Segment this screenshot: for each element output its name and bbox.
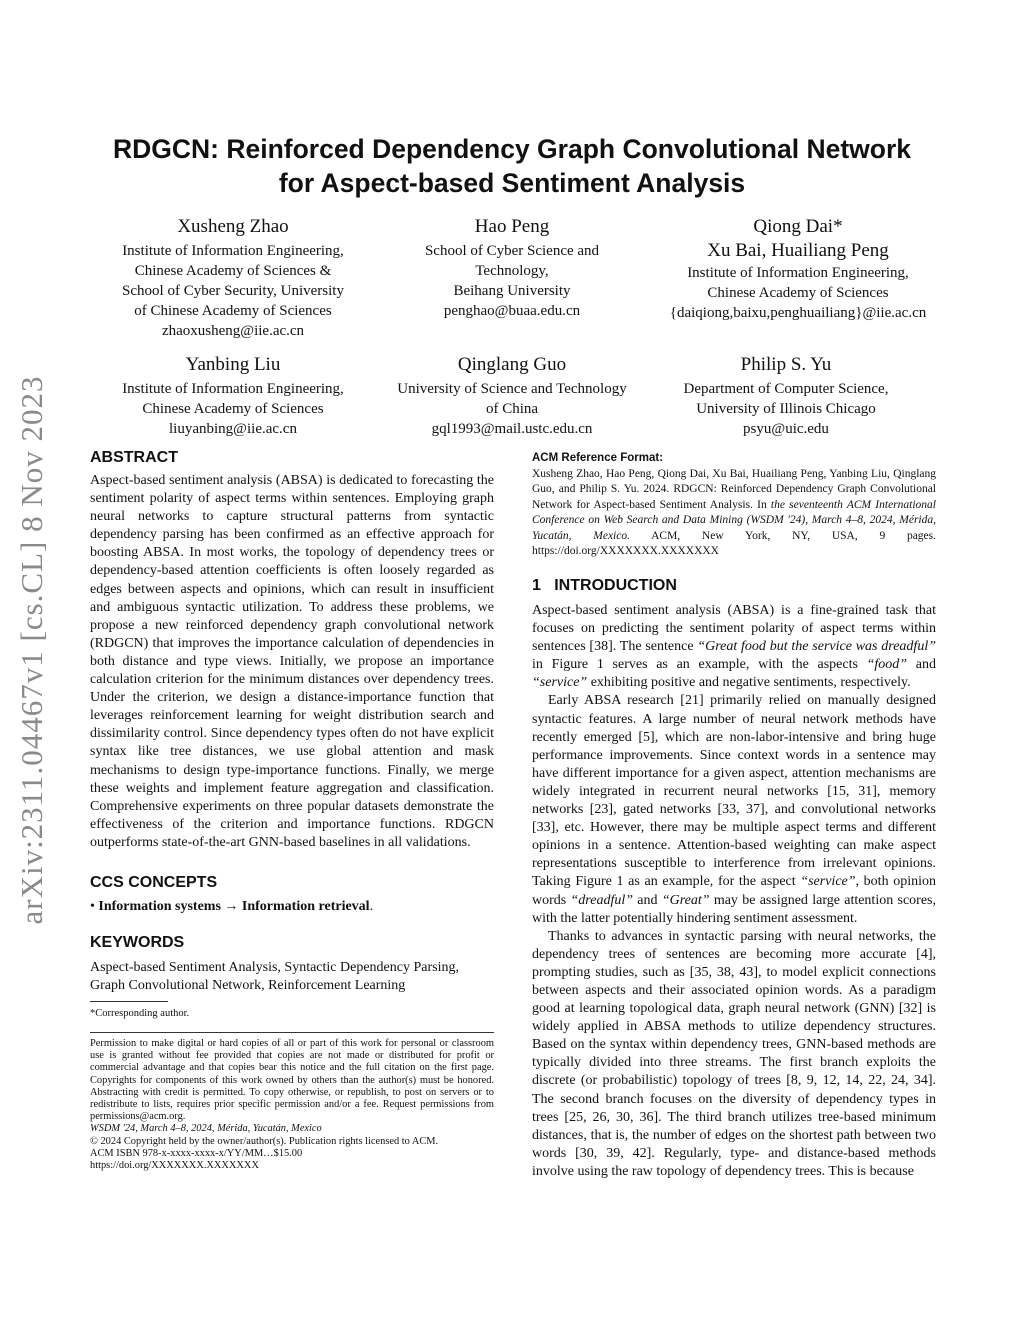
example-sentence: “Great food but the service was dreadful” bbox=[697, 639, 937, 655]
author-block bbox=[648, 215, 948, 323]
ccs-item-secondary: Information retrieval bbox=[241, 899, 370, 914]
author-affiliation: Chinese Academy of Sciences bbox=[142, 401, 324, 417]
text-run: may be assigned large attention scores, with the latter potentially hindering sentiment assessment. bbox=[532, 892, 936, 926]
abstract-heading: ABSTRACT bbox=[90, 449, 178, 466]
footnote-rule bbox=[90, 1001, 168, 1002]
intro-paragraph bbox=[532, 692, 936, 927]
arxiv-id: arXiv:2311.04467v1 [cs.CL] 8 Nov 2023 bbox=[14, 375, 49, 925]
reference-part: Xusheng Zhao, Hao Peng, Qiong Dai, Xu Bai, Huailiang Peng, Yanbing Liu, Qinglang Guo, and Philip S. Yu. 2024. RDGCN: Reinforced Dependency Graph Convolutional Network for Aspect-based Sentiment Analysis. In bbox=[532, 468, 936, 511]
venue: WSDM '24, March 4–8, 2024, Mérida, Yucatán, Mexico bbox=[90, 1123, 322, 1135]
ccs-heading: CCS CONCEPTS bbox=[90, 874, 218, 891]
author-affiliation: School of Cyber Science and bbox=[424, 243, 600, 259]
author-name: Yanbing Liu bbox=[185, 354, 281, 375]
ccs-item-primary: Information systems bbox=[98, 899, 221, 914]
author-affiliation: Technology, bbox=[475, 263, 549, 279]
author-affiliation: Beihang University bbox=[453, 283, 571, 299]
text-run: exhibiting positive and negative sentiments, respectively. bbox=[587, 675, 911, 691]
corresponding-author-note: *Corresponding author. bbox=[90, 1008, 190, 1019]
author-name: Qiong Dai* bbox=[753, 216, 843, 237]
text-run: Aspect-based sentiment analysis (ABSA) is a fine-grained task that focuses on predicting the sentiment polarity of aspect terms within sentences [38]. The sentence bbox=[532, 603, 936, 655]
author-affiliation: Chinese Academy of Sciences bbox=[707, 285, 889, 301]
copyright-line: © 2024 Copyright held by the owner/author(s). Publication rights licensed to ACM. bbox=[90, 1135, 439, 1147]
text-run: in Figure 1 serves as an example, with the aspects bbox=[532, 657, 867, 673]
author-affiliation: Chinese Academy of Sciences & bbox=[134, 263, 332, 279]
keywords-heading: KEYWORDS bbox=[90, 934, 185, 951]
acm-reference-text bbox=[532, 467, 936, 559]
author-affiliation: Department of Computer Science, bbox=[683, 381, 889, 397]
author-email: {daiqiong,baixu,penghuailiang}@iie.ac.cn bbox=[669, 305, 927, 321]
reference-part: ACM, New York, NY, USA, 9 pages. https://doi.org/XXXXXXX.XXXXXXX bbox=[532, 529, 936, 558]
author-affiliation: of Chinese Academy of Sciences bbox=[134, 303, 332, 319]
author-block bbox=[98, 215, 368, 341]
footnote-area bbox=[90, 1001, 494, 1020]
author-affiliation: Institute of Information Engineering, bbox=[687, 265, 909, 281]
reference-venue: the seventeenth ACM International Conference on Web Search and Data Mining (WSDM '24), March 4–8, 2024, Mérida, Yucatán, Mexico. bbox=[532, 498, 936, 542]
abstract-text: Aspect-based sentiment analysis (ABSA) is dedicated to forecasting the sentiment polarity of aspect terms within sentences. Employing graph neural networks to capture structural patterns from syntactic dependency parsing has been confirmed as an effective approach for boosting ABSA. In most works, the topology of dependency trees or dependency-based attention coefficients is often loosely regarded as edges between aspects and opinions, which can result in insufficient and ambiguous syntactic utilization. To address these problems, we propose a new reinforced dependency graph convolutional network (RDGCN) that improves the importance calculation of dependencies in both distance and type views. Initially, we propose an importance calculation criterion for the minimum distances over dependency trees. Under the criterion, we design a distance-importance function that leverages reinforcement learning for weight distribution search and dissimilarity control. Since dependency types often do not have explicit syntax like tree distances, we use global attention and mask mechanisms to design type-importance functions. Finally, we merge these weights and implement feature aggregation and classification. Comprehensive experiments on three popular datasets demonstrate the effectiveness of the criterion and importance functions. RDGCN outperforms state-of-the-art GNN-based baselines in all validations. bbox=[90, 473, 494, 850]
aspect-term: “service” bbox=[532, 675, 588, 691]
author-block bbox=[392, 215, 632, 321]
author-block bbox=[380, 353, 644, 439]
arxiv-stamp bbox=[8, 350, 56, 950]
keywords-section bbox=[90, 934, 494, 995]
author-affiliation: University of Science and Technology bbox=[397, 381, 627, 397]
acm-reference-heading: ACM Reference Format: bbox=[532, 452, 663, 464]
abstract-section bbox=[90, 449, 494, 852]
text-run: and bbox=[907, 657, 936, 673]
author-block bbox=[648, 353, 924, 439]
isbn-line: ACM ISBN 978-x-xxxx-xxxx-x/YY/MM…$15.00 bbox=[90, 1147, 303, 1159]
introduction-section bbox=[532, 577, 936, 1181]
author-email: psyu@uic.edu bbox=[743, 421, 829, 437]
opinion-word: “dreadful” bbox=[570, 892, 634, 908]
paper-title bbox=[70, 132, 954, 200]
author-email: gql1993@mail.ustc.edu.cn bbox=[431, 421, 593, 437]
aspect-term: “food” bbox=[866, 657, 908, 673]
author-name: Xusheng Zhao bbox=[177, 216, 289, 237]
text-run: , both opinion words bbox=[532, 874, 937, 908]
intro-paragraph bbox=[532, 602, 936, 692]
arrow-icon: → bbox=[220, 899, 242, 914]
author-block bbox=[98, 353, 368, 439]
period: . bbox=[369, 899, 374, 914]
doi-link[interactable]: https://doi.org/XXXXXXX.XXXXXXX bbox=[90, 1160, 259, 1172]
permission-rule bbox=[90, 1032, 494, 1033]
author-name: Hao Peng bbox=[474, 216, 550, 237]
author-name: Philip S. Yu bbox=[740, 354, 832, 375]
title-line-1: RDGCN: Reinforced Dependency Graph Convolutional Network bbox=[112, 134, 912, 164]
ccs-concept bbox=[90, 898, 494, 916]
ccs-section bbox=[90, 874, 494, 916]
acm-reference bbox=[532, 452, 936, 559]
text-run: and bbox=[633, 892, 662, 908]
text-run: Early ABSA research [21] primarily relied on manually designed syntactic features. A large number of neural network methods have recently emerged [5], which are non-labor-intensive and bring huge performance improvements. Since context words in a sentence may have different importance for a given aspect, attention mechanisms are widely integrated in recurrent neural networks [15, 31], memory networks [23], gated networks [33, 37], and convolutional networks [33], etc. However, there may be multiple aspect terms and different opinions in a sentence. Attention-based weighting can make aspect representations susceptible to interference from irrelevant opinions. Taking Figure 1 as an example, for the aspect bbox=[532, 693, 936, 890]
permission-text: Permission to make digital or hard copies of all or part of this work for personal or classroom use is granted without fee provided that copies are not made or distributed for profit or commercial advantage and that copies bear this notice and the full citation on the first page. Copyrights for components of this work owned by others than the author(s) must be honored. Abstracting with credit is permitted. To copy otherwise, or republish, to post on servers or to redistribute to lists, requires prior specific permission and/or a fee. Request permissions from permissions@acm.org. bbox=[90, 1038, 494, 1123]
intro-paragraph: Thanks to advances in syntactic parsing with neural networks, the dependency trees of sentences are becoming more accurate [4], prompting studies, such as [35, 38, 43], to model explicit connections between aspects and their associated opinion words. As a paradigm good at learning topological data, graph neural network (GNN) [32] is widely applied in ABSA methods to utilize dependency structures. Based on the syntax within dependency trees, GNN-based methods are typically divided into three streams. The first branch exploits the discrete (or probabilistic) topology of trees [8, 9, 12, 14, 22, 24, 34]. The second branch focuses on the diversity of dependency types in trees [25, 26, 30, 36]. The third branch utilizes tree-based minimum distances, that is, the number of edges on the shortest path between two words [30, 39, 42]. Regularly, type- and distance-based methods involve using the raw topology of dependency trees. This is because bbox=[532, 928, 936, 1179]
bullet: • bbox=[90, 899, 99, 914]
venue-line bbox=[90, 1123, 494, 1135]
author-email: zhaoxusheng@iie.ac.cn bbox=[161, 323, 305, 339]
author-email: liuyanbing@iie.ac.cn bbox=[169, 421, 297, 437]
keywords-text: Aspect-based Sentiment Analysis, Syntactic Dependency Parsing, Graph Convolutional Network, Reinforcement Learning bbox=[90, 960, 459, 994]
permission-block bbox=[90, 1032, 494, 1172]
author-affiliation: School of Cyber Security, University bbox=[122, 283, 344, 299]
author-affiliation: University of Illinois Chicago bbox=[696, 401, 876, 417]
author-affiliation: of China bbox=[485, 401, 539, 417]
title-line-2: for Aspect-based Sentiment Analysis bbox=[278, 168, 746, 198]
author-name: Qinglang Guo bbox=[457, 354, 567, 375]
opinion-word: “Great” bbox=[661, 892, 710, 908]
author-email: penghao@buaa.edu.cn bbox=[443, 303, 581, 319]
introduction-heading: 1 INTRODUCTION bbox=[532, 577, 677, 594]
author-affiliation: Institute of Information Engineering, bbox=[122, 381, 344, 397]
author-affiliation: Institute of Information Engineering, bbox=[122, 243, 344, 259]
aspect-term: “service” bbox=[800, 874, 856, 890]
author-name: Xu Bai, Huailiang Peng bbox=[707, 240, 889, 261]
